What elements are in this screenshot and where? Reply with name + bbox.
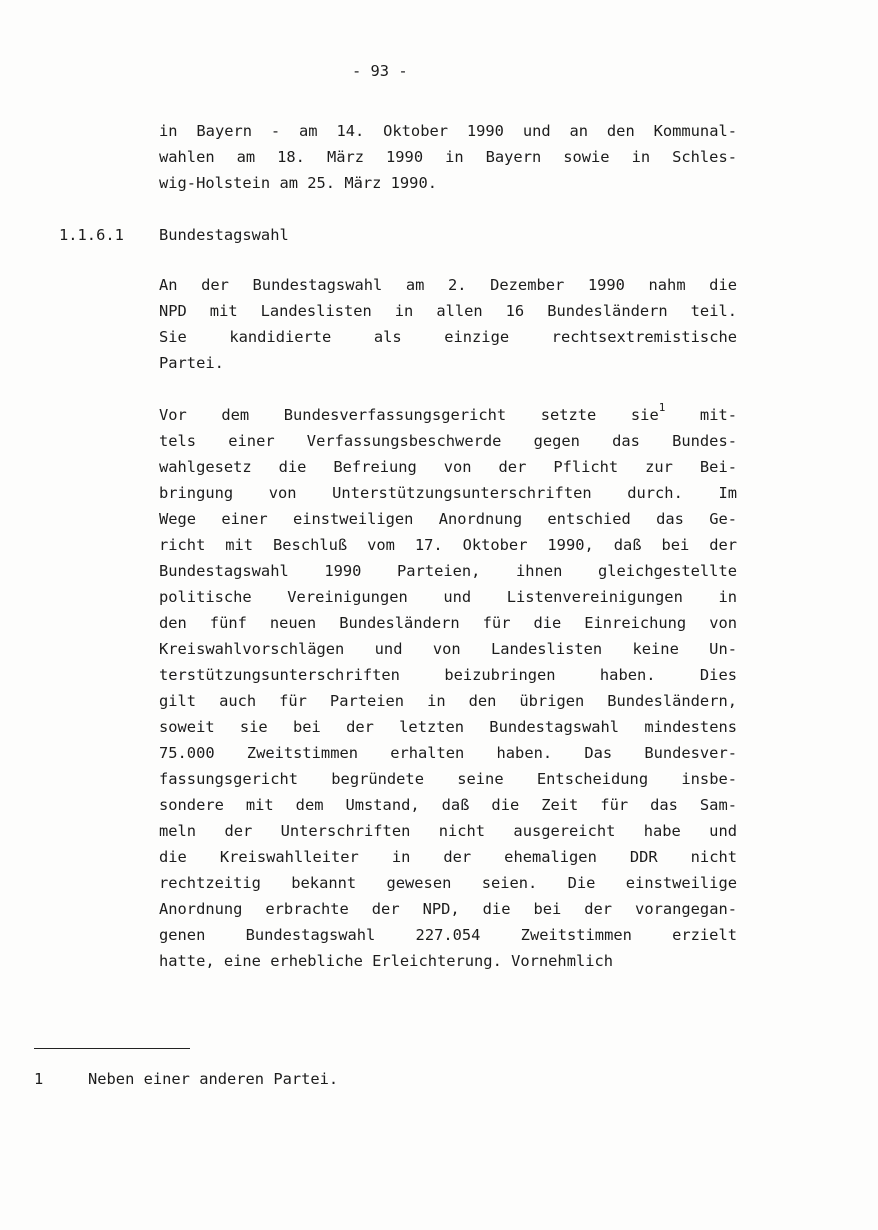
text-line: wig-Holstein am 25. März 1990. [159, 174, 437, 192]
text-line: richt mit Beschluß vom 17. Oktober 1990, daß bei der [159, 536, 737, 554]
section-title: Bundestagswahl [159, 226, 289, 244]
text-line: genen Bundestagswahl 227.054 Zweitstimmen erzielt [159, 926, 737, 944]
text-line: die Kreiswahlleiter in der ehemaligen DDR nicht [159, 848, 737, 866]
paragraph-1 [159, 272, 737, 376]
page-number: - 93 - [352, 62, 408, 80]
text-line-with-footnote-ref [159, 402, 737, 428]
footnote-text: Neben einer anderen Partei. [88, 1070, 339, 1088]
text-line: soweit sie bei der letzten Bundestagswahl mindestens [159, 718, 737, 736]
text-line: gilt auch für Parteien in den übrigen Bundesländern, [159, 692, 737, 710]
section-heading [59, 222, 289, 248]
text-line: rechtzeitig bekannt gewesen seien. Die einstweilige [159, 874, 737, 892]
text-line: terstützungsunterschriften beizubringen haben. Dies [159, 666, 737, 684]
footnote-number: 1 [34, 1070, 44, 1088]
footnote-divider [34, 1048, 190, 1049]
text-line: Anordnung erbrachte der NPD, die bei der vorangegan- [159, 900, 737, 918]
footnote [34, 1066, 338, 1092]
section-number: 1.1.6.1 [59, 226, 124, 244]
text-line: tels einer Verfassungsbeschwerde gegen das Bundes- [159, 432, 737, 450]
text-line: meln der Unterschriften nicht ausgereicht habe und [159, 822, 737, 840]
text-fragment: Vor dem Bundesverfassungsgericht setzte sie [159, 406, 659, 424]
text-fragment: mit- [665, 406, 737, 424]
text-line: Sie kandidierte als einzige rechtsextremistische [159, 328, 737, 346]
text-line: den fünf neuen Bundesländern für die Einreichung von [159, 614, 737, 632]
text-line: sondere mit dem Umstand, daß die Zeit für das Sam- [159, 796, 737, 814]
text-line: hatte, eine erhebliche Erleichterung. Vornehmlich [159, 952, 614, 970]
paragraph-2 [159, 402, 737, 974]
text-line: in Bayern - am 14. Oktober 1990 und an den Kommunal- [159, 122, 737, 140]
text-line: Kreiswahlvorschlägen und von Landeslisten keine Un- [159, 640, 737, 658]
footnote-reference[interactable]: 1 [658, 401, 666, 414]
text-line: fassungsgericht begründete seine Entscheidung insbe- [159, 770, 737, 788]
text-line: wahlgesetz die Befreiung von der Pflicht zur Bei- [159, 458, 737, 476]
text-line: NPD mit Landeslisten in allen 16 Bundesländern teil. [159, 302, 737, 320]
text-line: Wege einer einstweiligen Anordnung entschied das Ge- [159, 510, 737, 528]
text-line: Partei. [159, 354, 224, 372]
text-line: politische Vereinigungen und Listenvereinigungen in [159, 588, 737, 606]
text-line: bringung von Unterstützungsunterschriften durch. Im [159, 484, 737, 502]
text-line: Bundestagswahl 1990 Parteien, ihnen gleichgestellte [159, 562, 737, 580]
text-line: wahlen am 18. März 1990 in Bayern sowie in Schles- [159, 148, 737, 166]
text-line: An der Bundestagswahl am 2. Dezember 1990 nahm die [159, 276, 737, 294]
text-line: 75.000 Zweitstimmen erhalten haben. Das Bundesver- [159, 744, 737, 762]
intro-paragraph [159, 118, 737, 196]
